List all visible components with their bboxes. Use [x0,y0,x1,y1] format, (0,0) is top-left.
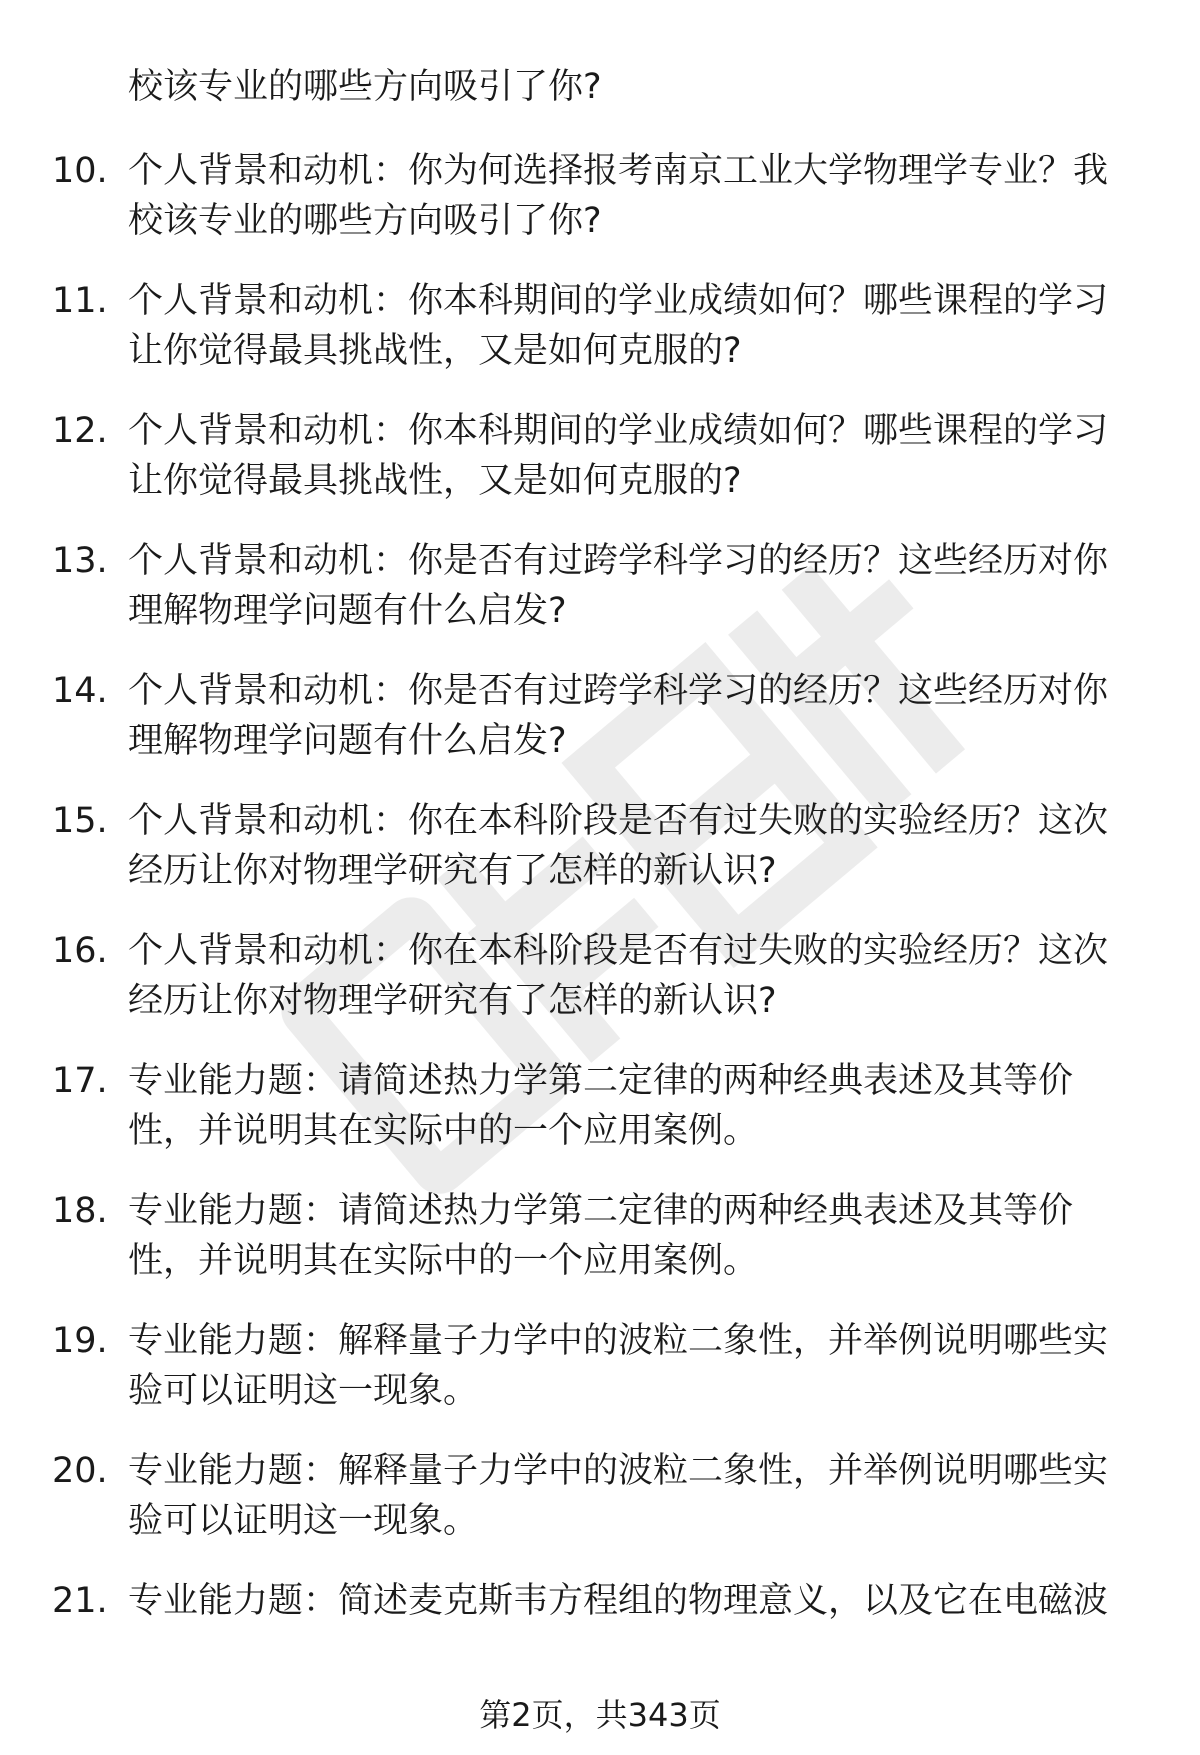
question-line: 验可以证明这一现象。 [128,1371,479,1411]
question-number: 20. [52,1451,108,1491]
list-item [0,796,1200,926]
question-number: 12. [52,411,108,451]
question-line: 个人背景和动机：你是否有过跨学科学习的经历？这些经历对你 [128,541,1109,581]
question-number: 14. [52,671,108,711]
question-text [128,276,1138,376]
question-line: 经历让你对物理学研究有了怎样的新认识? [128,851,777,891]
question-line: 专业能力题：请简述热力学第二定律的两种经典表述及其等价 [128,1061,1074,1101]
list-item [0,406,1200,536]
question-line: 理解物理学问题有什么启发? [128,591,567,631]
question-number: 19. [52,1321,108,1361]
question-number: 10. [52,151,108,191]
question-text [128,1316,1138,1416]
page-footer: 第2页，共343页 [479,1696,721,1734]
question-text [128,146,1138,246]
question-line: 专业能力题：请简述热力学第二定律的两种经典表述及其等价 [128,1191,1074,1231]
question-number: 13. [52,541,108,581]
question-text [128,406,1138,506]
list-item [0,1446,1200,1576]
question-line: 专业能力题：简述麦克斯韦方程组的物理意义，以及它在电磁波 [128,1581,1109,1621]
question-text [128,536,1138,636]
question-text [128,666,1138,766]
question-line: 性，并说明其在实际中的一个应用案例。 [128,1111,759,1151]
question-list [0,146,1200,1706]
question-line: 让你觉得最具挑战性，又是如何克服的? [128,461,742,501]
question-number: 15. [52,801,108,841]
list-item [0,1576,1200,1706]
list-item [0,276,1200,406]
list-item [0,1316,1200,1446]
question-line: 个人背景和动机：你本科期间的学业成绩如何？哪些课程的学习 [128,281,1109,321]
question-number: 17. [52,1061,108,1101]
question-number: 11. [52,281,108,321]
list-item [0,1056,1200,1186]
question-line: 个人背景和动机：你是否有过跨学科学习的经历？这些经历对你 [128,671,1109,711]
question-number: 16. [52,931,108,971]
question-line: 专业能力题：解释量子力学中的波粒二象性，并举例说明哪些实 [128,1321,1109,1361]
question-text [128,1446,1138,1546]
question-text [128,1186,1138,1286]
question-text [128,1576,1138,1626]
question-number: 21. [52,1581,108,1621]
question-line: 性，并说明其在实际中的一个应用案例。 [128,1241,759,1281]
question-line: 让你觉得最具挑战性，又是如何克服的? [128,331,742,371]
question-line: 个人背景和动机：你在本科阶段是否有过失败的实验经历？这次 [128,801,1109,841]
question-line: 个人背景和动机：你本科期间的学业成绩如何？哪些课程的学习 [128,411,1109,451]
list-item [0,1186,1200,1316]
question-line: 个人背景和动机：你为何选择报考南京工业大学物理学专业？我 [128,151,1109,191]
question-line: 专业能力题：解释量子力学中的波粒二象性，并举例说明哪些实 [128,1451,1109,1491]
question-line: 经历让你对物理学研究有了怎样的新认识? [128,981,777,1021]
question-number: 18. [52,1191,108,1231]
question-text [128,926,1138,1026]
question-line: 校该专业的哪些方向吸引了你? [128,201,602,241]
question-text [128,796,1138,896]
list-item [0,926,1200,1056]
question-line: 个人背景和动机：你在本科阶段是否有过失败的实验经历？这次 [128,931,1109,971]
list-item [0,666,1200,796]
question-line: 理解物理学问题有什么启发? [128,721,567,761]
list-item [0,146,1200,276]
continuation-line: 校该专业的哪些方向吸引了你? [128,67,602,107]
list-item [0,536,1200,666]
question-line: 验可以证明这一现象。 [128,1501,479,1541]
question-text [128,1056,1138,1156]
